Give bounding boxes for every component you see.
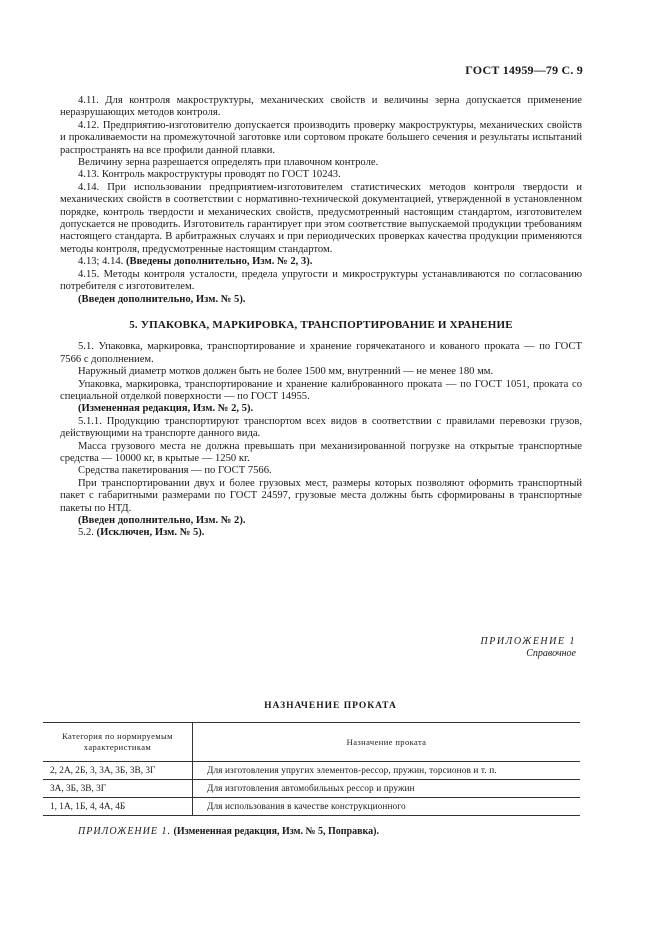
paragraph: 4.14. При использовании предприятием-изготовителем статистических методов контроля твердости и механических свойств в соответствии с нормативно-технической документацией, утвержденной в установленном порядке, контроль твердости и механических свойств, предусмотренный настоящим стандартом, изготовителем допускается не проводить. Изготовитель гарантирует при этом соответствие выпускаемой продукции требованиям настоящего стандарта. В арбитражных случаях и при периодических проверках качества продукции применяются методы контроля, предусмотренные настоящим стандартом. — [60, 181, 582, 255]
table-row — [43, 780, 580, 798]
table-cell: 1, 1А, 1Б, 4, 4А, 4Б — [43, 798, 193, 816]
table-header-row — [43, 723, 580, 762]
table-title: НАЗНАЧЕНИЕ ПРОКАТА — [264, 701, 397, 711]
appendix-title: ПРИЛОЖЕНИЕ 1 — [480, 636, 576, 647]
paragraph: Величину зерна разрешается определять при плавочном контроле. — [78, 157, 379, 169]
column-header: Категория по нормируемым характеристикам — [43, 723, 193, 762]
clause-ref: 4.13; 4.14. — [78, 256, 124, 268]
paragraph: Упаковка, маркировка, транспортирование и хранение калиброванного проката — по ГОСТ 1051, проката со специальной отделкой поверхности — по ГОСТ 14955. — [60, 378, 582, 402]
paragraph: 5.1.1. Продукцию транспортируют транспортом всех видов в соответствии с правилами перевозки грузов, действующими на транспорте данного вида. — [60, 415, 582, 440]
table-row — [43, 798, 580, 816]
clause-ref: 5.2. — [78, 527, 94, 539]
table-cell: Для использования в качестве конструкционного — [207, 801, 406, 812]
paragraph: 4.13. Контроль макроструктуры проводят по ГОСТ 10243. — [78, 169, 341, 181]
amendment-text: (Исключен, Изм. № 5). — [96, 527, 205, 539]
paragraph: Наружный диаметр мотков должен быть не более 1500 мм, внутренний — не менее 180 мм. — [78, 366, 494, 378]
appendix-label — [481, 636, 577, 660]
table-cell: Для изготовления упругих элементов-рессор, пружин, торсионов и т. п. — [207, 765, 497, 776]
amendment-note: (Измененная редакция, Изм. № 2, 5). — [78, 403, 254, 415]
footnote-label: ПРИЛОЖЕНИЕ 1. — [78, 826, 171, 837]
appendix-subtitle: Справочное — [526, 648, 576, 659]
paragraph: 5.1. Упаковка, маркировка, транспортирование и хранение горячекатаного и кованого проката — по ГОСТ 7566 с дополнением. — [60, 341, 582, 365]
paragraph: Масса грузового места не должна превышать при механизированной погрузке на открытые транспортные средства — 10000 кг, в крытые — 1250 кг. — [60, 440, 582, 464]
table-cell: 3А, 3Б, 3В, 3Г — [43, 780, 193, 798]
footnote-text: (Измененная редакция, Изм. № 5, Поправка). — [173, 826, 379, 837]
column-header: Назначение проката — [346, 736, 427, 747]
paragraph: Средства пакетирования — по ГОСТ 7566. — [78, 465, 272, 477]
footnote — [78, 826, 379, 837]
table-cell: Для изготовления автомобильных рессор и пружин — [207, 783, 415, 794]
document-body — [60, 95, 582, 540]
table-cell: 2, 2А, 2Б, 3, 3А, 3Б, 3В, 3Г — [43, 762, 193, 780]
section-heading: 5. УПАКОВКА, МАРКИРОВКА, ТРАНСПОРТИРОВАНИЕ И ХРАНЕНИЕ — [129, 318, 513, 331]
purpose-table — [43, 722, 580, 816]
amendment-text: (Введены дополнительно, Изм. № 2, 3). — [125, 256, 313, 268]
paragraph: 4.15. Методы контроля усталости, предела упругости и микроструктуры устанавливаются по согласованию потребителя с изготовителем. — [60, 268, 582, 293]
amendment-note — [60, 256, 582, 268]
amendment-note — [60, 527, 582, 539]
table-row — [43, 762, 580, 780]
amendment-note: (Введен дополнительно, Изм. № 5). — [78, 293, 246, 305]
amendment-note: (Введен дополнительно, Изм. № 2). — [78, 515, 246, 526]
paragraph: 4.11. Для контроля макроструктуры, механических свойств и величины зерна допускается применение неразрушающих методов контроля. — [60, 95, 582, 119]
paragraph: 4.12. Предприятию-изготовителю допускается производить проверку макроструктуры, механических свойств и прокаливаемости на промежуточной заготовке или сортовом прокате большего сечения и результаты испытаний распространять на все профили данной плавки. — [60, 119, 582, 156]
page-header: ГОСТ 14959—79 С. 9 — [465, 63, 583, 77]
paragraph: При транспортировании двух и более грузовых мест, размеры которых позволяют оформить транспортный пакет с габаритными размерами по ГОСТ 24597, грузовые места должны быть сформированы в транспортные пакеты по НТД. — [60, 477, 582, 514]
